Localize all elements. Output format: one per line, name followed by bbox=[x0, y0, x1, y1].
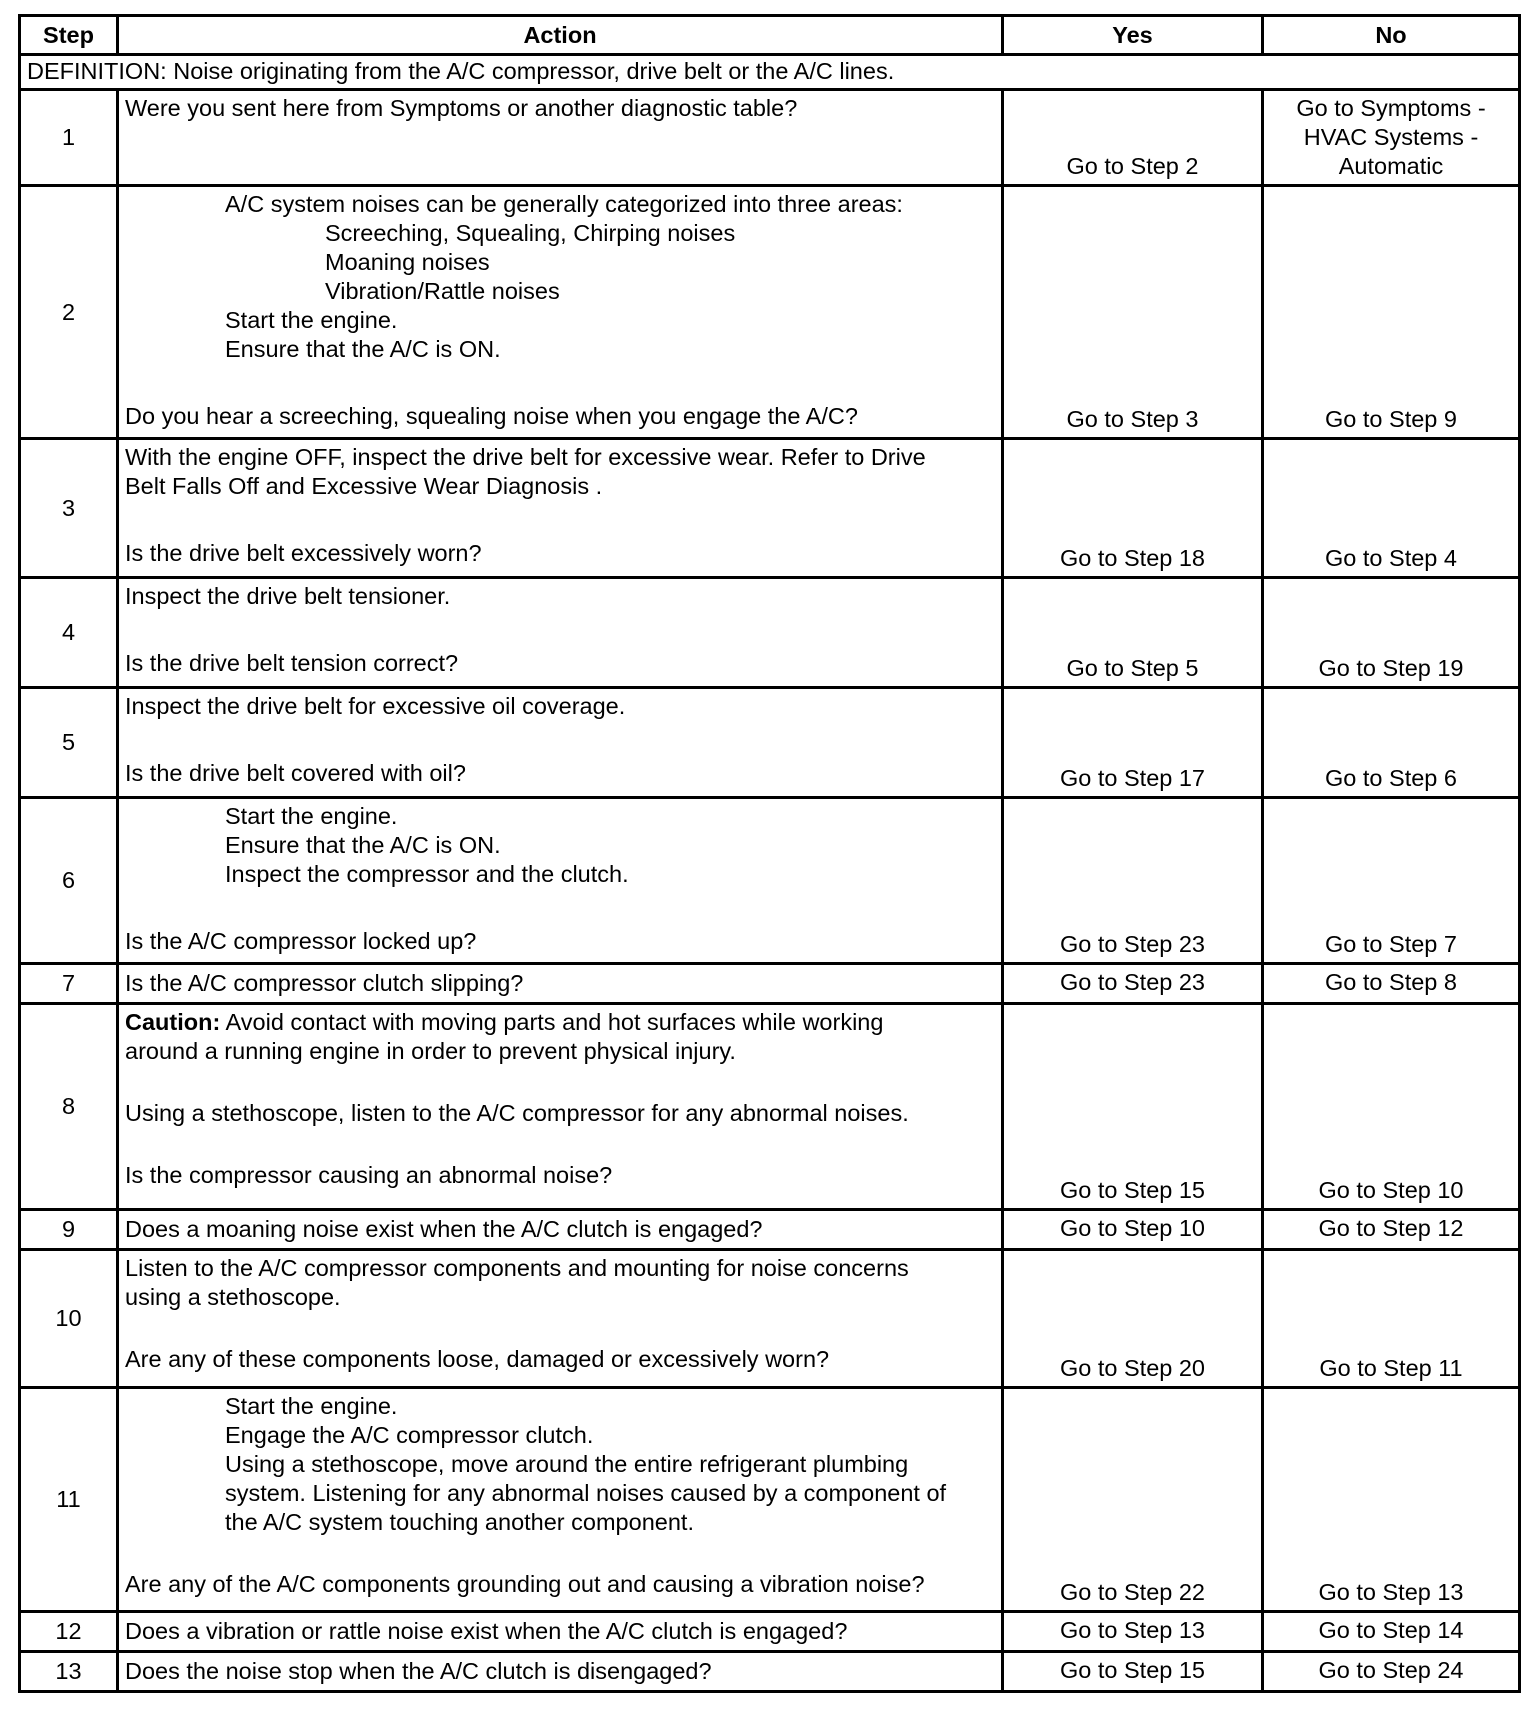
table-row bbox=[20, 1210, 1520, 1250]
yes-cell: Go to Step 20 bbox=[1003, 1250, 1263, 1388]
step-number: 9 bbox=[20, 1210, 118, 1250]
question-text: Is the drive belt covered with oil? bbox=[125, 760, 466, 786]
no-cell: Go to Step 13 bbox=[1263, 1388, 1520, 1612]
yes-cell: Go to Step 22 bbox=[1003, 1388, 1263, 1612]
action-line: Inspect the drive belt tensioner. bbox=[125, 583, 451, 609]
no-cell: Go to Step 12 bbox=[1263, 1210, 1520, 1250]
step-number: 8 bbox=[20, 1004, 118, 1210]
question-text: Are any of the A/C components grounding out and causing a vibration noise? bbox=[125, 1571, 925, 1597]
yes-cell: Go to Step 15 bbox=[1003, 1004, 1263, 1210]
action-line: Start the engine. bbox=[225, 307, 398, 333]
question-text: Does a vibration or rattle noise exist when the A/C clutch is engaged? bbox=[118, 1612, 1003, 1652]
no-cell: Go to Step 14 bbox=[1263, 1612, 1520, 1652]
action-line: around a running engine in order to prevent physical injury. bbox=[125, 1038, 736, 1064]
action-cell bbox=[118, 1250, 1003, 1388]
question-text: Were you sent here from Symptoms or another diagnostic table? bbox=[125, 95, 798, 121]
yes-cell: Go to Step 10 bbox=[1003, 1210, 1263, 1250]
header-step: Step bbox=[20, 16, 118, 55]
table-row bbox=[20, 798, 1520, 964]
yes-cell: Go to Step 18 bbox=[1003, 439, 1263, 578]
table-row bbox=[20, 1388, 1520, 1612]
no-cell: Go to Step 7 bbox=[1263, 798, 1520, 964]
action-line: Moaning noises bbox=[325, 249, 490, 275]
action-line: Inspect the compressor and the clutch. bbox=[225, 861, 629, 887]
step-number: 4 bbox=[20, 578, 118, 688]
question-text: Does the noise stop when the A/C clutch is disengaged? bbox=[118, 1652, 1003, 1692]
action-line: Using a stethoscope, listen to the A/C compressor for any abnormal noises. bbox=[125, 1100, 909, 1126]
table-row bbox=[20, 688, 1520, 798]
action-line: system. Listening for any abnormal noises caused by a component of bbox=[225, 1480, 947, 1506]
no-cell: Go to Step 6 bbox=[1263, 688, 1520, 798]
caution-line bbox=[125, 1008, 995, 1037]
no-line: Automatic bbox=[1338, 153, 1444, 179]
step-number: 10 bbox=[20, 1250, 118, 1388]
action-line: Listen to the A/C compressor components and mounting for noise concerns bbox=[125, 1255, 909, 1281]
action-cell bbox=[118, 439, 1003, 578]
no-cell bbox=[1263, 90, 1520, 186]
table-row bbox=[20, 1652, 1520, 1692]
yes-cell: Go to Step 23 bbox=[1003, 964, 1263, 1004]
diagnostic-table bbox=[18, 14, 1521, 1693]
question-text: Do you hear a screeching, squealing noise when you engage the A/C? bbox=[125, 403, 858, 429]
action-cell bbox=[118, 688, 1003, 798]
question-text: Is the A/C compressor clutch slipping? bbox=[118, 964, 1003, 1004]
question-text: Is the compressor causing an abnormal noise? bbox=[125, 1162, 613, 1188]
yes-cell: Go to Step 5 bbox=[1003, 578, 1263, 688]
no-line: HVAC Systems - bbox=[1303, 124, 1479, 150]
action-line: Ensure that the A/C is ON. bbox=[225, 832, 501, 858]
action-line: Belt Falls Off and Excessive Wear Diagnosis . bbox=[125, 473, 603, 499]
action-cell bbox=[118, 90, 1003, 186]
definition-text: DEFINITION: Noise originating from the A/C compressor, drive belt or the A/C lines. bbox=[20, 55, 1520, 90]
action-line: Ensure that the A/C is ON. bbox=[225, 336, 501, 362]
step-number: 1 bbox=[20, 90, 118, 186]
yes-cell: Go to Step 23 bbox=[1003, 798, 1263, 964]
action-line: Start the engine. bbox=[225, 803, 398, 829]
no-cell: Go to Step 19 bbox=[1263, 578, 1520, 688]
header-yes: Yes bbox=[1003, 16, 1263, 55]
action-cell bbox=[118, 186, 1003, 439]
header-no: No bbox=[1263, 16, 1520, 55]
action-cell bbox=[118, 578, 1003, 688]
yes-cell: Go to Step 13 bbox=[1003, 1612, 1263, 1652]
action-cell bbox=[118, 798, 1003, 964]
yes-cell: Go to Step 2 bbox=[1003, 90, 1263, 186]
header-action: Action bbox=[118, 16, 1003, 55]
step-number: 11 bbox=[20, 1388, 118, 1612]
yes-cell: Go to Step 15 bbox=[1003, 1652, 1263, 1692]
table-row bbox=[20, 578, 1520, 688]
step-number: 2 bbox=[20, 186, 118, 439]
table-row bbox=[20, 186, 1520, 439]
table-row bbox=[20, 90, 1520, 186]
action-cell bbox=[118, 1004, 1003, 1210]
action-line: Vibration/Rattle noises bbox=[325, 278, 560, 304]
step-number: 12 bbox=[20, 1612, 118, 1652]
no-cell: Go to Step 11 bbox=[1263, 1250, 1520, 1388]
table-row bbox=[20, 1612, 1520, 1652]
action-line: Engage the A/C compressor clutch. bbox=[225, 1422, 594, 1448]
action-line: With the engine OFF, inspect the drive belt for excessive wear. Refer to Drive bbox=[125, 444, 926, 470]
table-row bbox=[20, 964, 1520, 1004]
action-line: Start the engine. bbox=[225, 1393, 398, 1419]
yes-cell: Go to Step 17 bbox=[1003, 688, 1263, 798]
table-row bbox=[20, 439, 1520, 578]
step-number: 13 bbox=[20, 1652, 118, 1692]
step-number: 5 bbox=[20, 688, 118, 798]
action-cell bbox=[118, 1388, 1003, 1612]
step-number: 3 bbox=[20, 439, 118, 578]
no-cell: Go to Step 9 bbox=[1263, 186, 1520, 439]
no-cell: Go to Step 24 bbox=[1263, 1652, 1520, 1692]
step-number: 6 bbox=[20, 798, 118, 964]
table-row bbox=[20, 1004, 1520, 1210]
action-line: Inspect the drive belt for excessive oil coverage. bbox=[125, 693, 626, 719]
header-row bbox=[20, 16, 1520, 55]
definition-row bbox=[20, 55, 1520, 90]
caution-label: Caution: bbox=[125, 1009, 221, 1035]
action-line: Screeching, Squealing, Chirping noises bbox=[325, 220, 736, 246]
caution-text: Avoid contact with moving parts and hot surfaces while working bbox=[220, 1009, 884, 1035]
action-line: using a stethoscope. bbox=[125, 1284, 341, 1310]
question-text: Are any of these components loose, damaged or excessively worn? bbox=[125, 1346, 830, 1372]
no-line: Go to Symptoms - bbox=[1296, 95, 1486, 121]
question-text: Is the drive belt excessively worn? bbox=[125, 540, 482, 566]
action-line: Using a stethoscope, move around the entire refrigerant plumbing bbox=[225, 1451, 909, 1477]
action-line: the A/C system touching another component. bbox=[225, 1509, 694, 1535]
action-line: A/C system noises can be generally categorized into three areas: bbox=[225, 191, 903, 217]
question-text: Is the drive belt tension correct? bbox=[125, 650, 459, 676]
step-number: 7 bbox=[20, 964, 118, 1004]
no-cell: Go to Step 10 bbox=[1263, 1004, 1520, 1210]
question-text: Is the A/C compressor locked up? bbox=[125, 928, 477, 954]
no-cell: Go to Step 8 bbox=[1263, 964, 1520, 1004]
question-text: Does a moaning noise exist when the A/C clutch is engaged? bbox=[118, 1210, 1003, 1250]
yes-cell: Go to Step 3 bbox=[1003, 186, 1263, 439]
no-cell: Go to Step 4 bbox=[1263, 439, 1520, 578]
table-row bbox=[20, 1250, 1520, 1388]
